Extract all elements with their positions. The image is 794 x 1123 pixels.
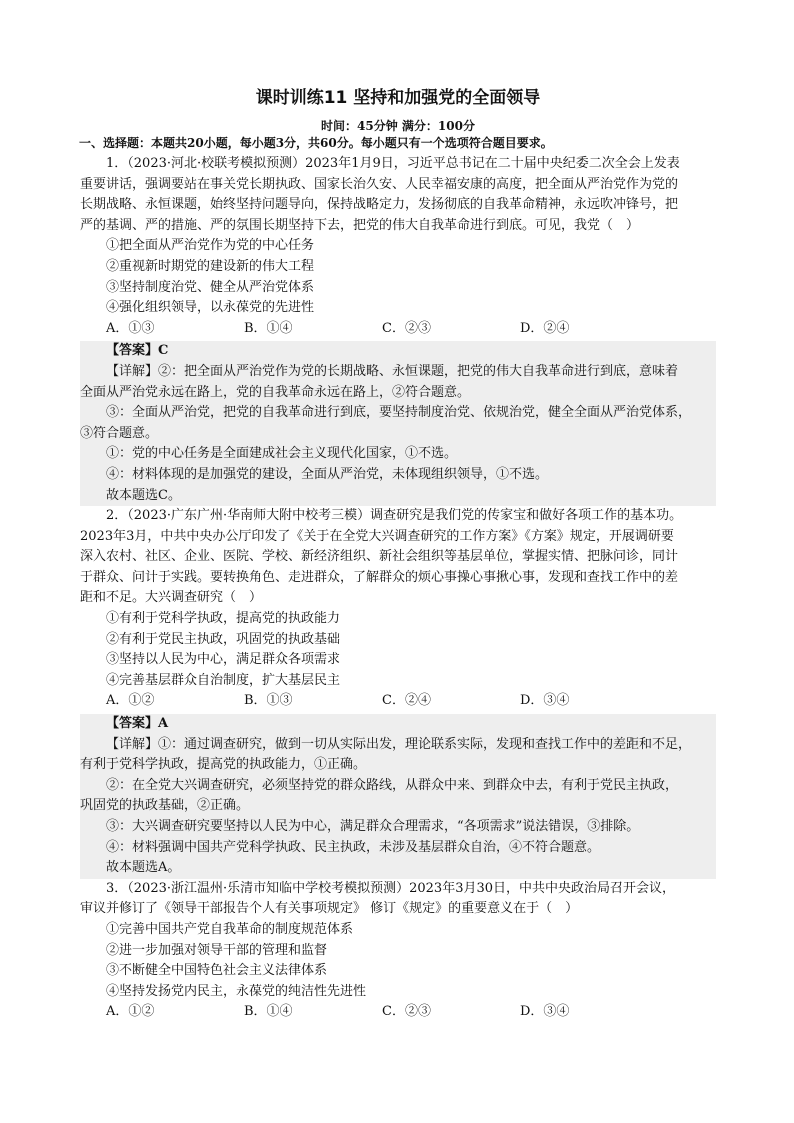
question-2 <box>80 506 716 879</box>
statement-option: ③坚持制度治党、健全从严治党体系 <box>106 279 315 295</box>
statement-option: ②有利于党民主执政，巩固党的执政基础 <box>106 631 341 647</box>
choice-c: C．②④ <box>382 693 431 709</box>
question-stem: 严的基调、严的措施、严的氛围长期坚持下去，把党的伟大自我革命进行到底。可见，我党（ ） <box>80 217 640 233</box>
detail-line: ③：全面从严治党，把党的自我革命进行到底，要坚持制度治党、依规治党，健全全面从严治党体系， <box>106 405 692 421</box>
question-stem: 深入农村、社区、企业、医院、学校、新经济组织、新社会组织等基层单位，掌握实情、把脉问诊，同计 <box>80 549 679 565</box>
choice-a: A．①③ <box>106 320 155 336</box>
answer-label: 【答案】C <box>106 343 169 359</box>
statement-option: ②进一步加强对领导干部的管理和监督 <box>106 942 328 958</box>
detail-line: 【详解】①：通过调查研究，做到一切从实际出发，理论联系实际，发现和查找工作中的差距和不足， <box>106 736 692 752</box>
statement-option: ④强化组织领导，以永葆党的先进性 <box>106 300 315 316</box>
answer-choices <box>80 691 716 712</box>
exam-info: 时间：45分钟 满分：100分 <box>321 119 475 133</box>
choice-d: D．③④ <box>520 1004 570 1020</box>
detail-line: 【详解】②：把全面从严治党作为党的长期战略、永恒课题，把党的伟大自我革命进行到底，意味着 <box>106 363 679 379</box>
answer-label: 【答案】A <box>106 716 169 732</box>
question-stem: 重要讲话，强调要站在事关党长期执政、国家长治久安、人民幸福安康的高度，把全面从严治党作为党的 <box>80 176 679 192</box>
detail-line: 有利于党科学执政，提高党的执政能力，①正确。 <box>80 757 367 773</box>
detail-line: ③符合题意。 <box>80 425 159 441</box>
question-3 <box>80 879 716 1023</box>
detail-line: ①：党的中心任务是全面建成社会主义现代化国家，①不选。 <box>106 446 458 462</box>
choice-a: A．①② <box>106 693 155 709</box>
question-stem: 于群众、问计于实践。要转换角色、走进群众，了解群众的烦心事操心事揪心事，发现和查找工作中的差 <box>80 569 679 585</box>
choice-b: B．①③ <box>244 693 293 709</box>
statement-option: ①把全面从严治党作为党的中心任务 <box>106 238 315 254</box>
detail-line: ④：材料强调中国共产党科学执政、民主执政，未涉及基层群众自治，④不符合题意。 <box>106 839 601 855</box>
answer-choices <box>80 319 716 340</box>
statement-option: ③坚持以人民为中心，满足群众各项需求 <box>106 652 341 668</box>
detail-line: 故本题选C。 <box>106 487 181 503</box>
choice-a: A．①② <box>106 1004 155 1020</box>
statement-option: ①有利于党科学执政，提高党的执政能力 <box>106 611 341 627</box>
choice-b: B．①④ <box>244 1004 293 1020</box>
statement-option: ①完善中国共产党自我革命的制度规范体系 <box>106 921 354 937</box>
question-stem: 审议并修订了《领导干部报告个人有关事项规定》 修订《规定》的重要意义在于（ ） <box>80 901 579 917</box>
question-stem: 长期战略、永恒课题，始终坚持问题导向，保持战略定力，发扬彻底的自我革命精神，永远吹冲锋号，把 <box>80 197 679 213</box>
statement-option: ④完善基层群众自治制度，扩大基层民主 <box>106 672 341 688</box>
question-stem: 1．（2023·河北·校联考模拟预测）2023年1月9日，习近平总书记在二十届中央纪委二次全会上发表 <box>106 156 680 171</box>
question-stem: 2023年3月，中共中央办公厅印发了《关于在全党大兴调查研究的工作方案》《方案》规定，开展调研要 <box>80 528 674 544</box>
question-stem: 3．（2023·浙江温州·乐清市知临中学校考模拟预测）2023年3月30日，中共中央政治局召开会议， <box>106 880 676 896</box>
question-stem: 距和不足。大兴调查研究（ ） <box>80 590 263 606</box>
answer-choices <box>80 1002 716 1023</box>
question-1 <box>80 154 716 506</box>
choice-d: D．③④ <box>520 693 570 709</box>
choice-b: B．①④ <box>244 320 293 336</box>
statement-option: ③不断健全中国特色社会主义法律体系 <box>106 963 328 979</box>
page-title: 课时训练11 坚持和加强党的全面领导 <box>255 88 541 108</box>
choice-c: C．②③ <box>382 1004 431 1020</box>
detail-line: 全面从严治党永远在路上，党的自我革命永远在路上，②符合题意。 <box>80 384 471 400</box>
answer-block <box>80 714 716 879</box>
question-stem: 2．（2023·广东广州·华南师大附中校考三模）调查研究是我们党的传家宝和做好各项工作的基本功。 <box>106 508 683 524</box>
detail-line: ②：在全党大兴调查研究，必须坚持党的群众路线，从群众中来、到群众中去，有利于党民主执政， <box>106 777 679 793</box>
statement-option: ④坚持发扬党内民主，永葆党的纯洁性先进性 <box>106 983 367 999</box>
choice-c: C．②③ <box>382 320 431 336</box>
detail-line: ④：材料体现的是加强党的建设，全面从严治党，未体现组织领导，①不选。 <box>106 466 549 482</box>
answer-block <box>80 341 716 506</box>
statement-option: ②重视新时期党的建设新的伟大工程 <box>106 258 315 274</box>
detail-line: ③：大兴调查研究要坚持以人民为中心，满足群众合理需求，“各项需求”说法错误，③排除。 <box>106 819 640 834</box>
detail-line: 巩固党的执政基础，②正确。 <box>80 798 250 814</box>
detail-line: 故本题选A。 <box>106 860 181 876</box>
section-heading: 一、选择题：本题共20小题，每小题3分，共60分。每小题只有一个选项符合题目要求。 <box>79 136 553 150</box>
choice-d: D．②④ <box>520 320 570 336</box>
